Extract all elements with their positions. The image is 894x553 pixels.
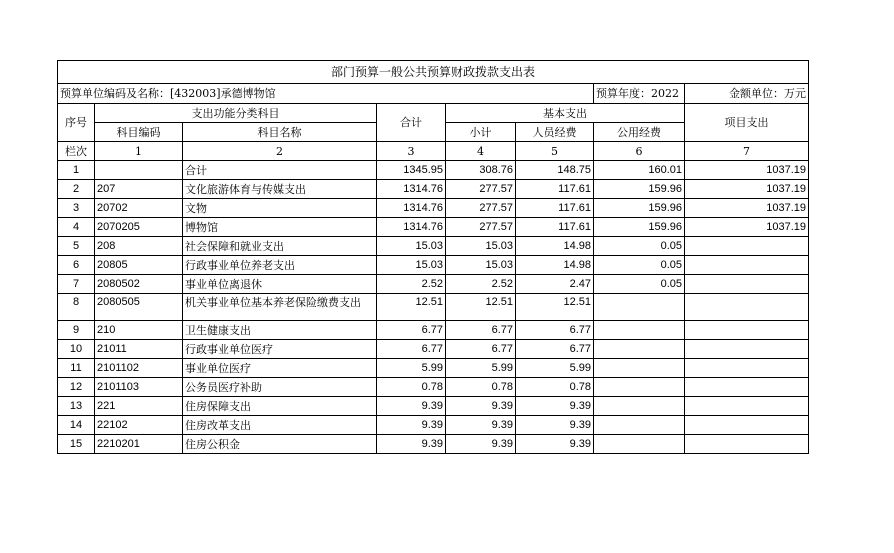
row-project: 1037.19 <box>685 161 809 180</box>
unit-label: 预算单位编码及名称： <box>60 87 170 100</box>
row-code: 2101103 <box>95 378 183 397</box>
row-total: 9.39 <box>377 397 446 416</box>
row-public: 159.96 <box>594 199 685 218</box>
row-personnel: 6.77 <box>516 321 594 340</box>
row-subtotal: 308.76 <box>446 161 516 180</box>
row-project <box>685 294 809 321</box>
row-total: 5.99 <box>377 359 446 378</box>
row-personnel: 9.39 <box>516 435 594 454</box>
row-code: 208 <box>95 237 183 256</box>
row-seq: 15 <box>58 435 95 454</box>
row-personnel: 14.98 <box>516 237 594 256</box>
amount-label: 金额单位： <box>729 87 785 100</box>
row-seq: 13 <box>58 397 95 416</box>
row-seq: 11 <box>58 359 95 378</box>
row-code: 21011 <box>95 340 183 359</box>
row-seq: 10 <box>58 340 95 359</box>
row-seq: 8 <box>58 294 95 321</box>
row-subtotal: 15.03 <box>446 256 516 275</box>
row-name: 住房公积金 <box>183 435 377 454</box>
year-value: 2022 <box>651 87 679 100</box>
row-code <box>95 161 183 180</box>
row-project <box>685 378 809 397</box>
row-personnel: 12.51 <box>516 294 594 321</box>
row-personnel: 0.78 <box>516 378 594 397</box>
row-subtotal: 277.57 <box>446 199 516 218</box>
budget-table <box>57 60 809 454</box>
row-name: 公务员医疗补助 <box>183 378 377 397</box>
row-project <box>685 397 809 416</box>
row-total: 12.51 <box>377 294 446 321</box>
row-subtotal: 277.57 <box>446 218 516 237</box>
row-subtotal: 12.51 <box>446 294 516 321</box>
table-row <box>58 180 809 199</box>
table-row <box>58 435 809 454</box>
table-title: 部门预算一般公共预算财政拨款支出表 <box>58 61 809 84</box>
header-public: 公用经费 <box>594 123 685 142</box>
row-subtotal: 9.39 <box>446 435 516 454</box>
row-personnel: 5.99 <box>516 359 594 378</box>
row-public <box>594 359 685 378</box>
row-code: 2210201 <box>95 435 183 454</box>
column-number-row <box>58 142 809 161</box>
row-subtotal: 2.52 <box>446 275 516 294</box>
header-subtotal: 小计 <box>446 123 516 142</box>
row-project <box>685 435 809 454</box>
table-row <box>58 416 809 435</box>
row-total: 0.78 <box>377 378 446 397</box>
table-row <box>58 218 809 237</box>
row-total: 1345.95 <box>377 161 446 180</box>
row-subtotal: 15.03 <box>446 237 516 256</box>
row-public <box>594 378 685 397</box>
row-name: 合计 <box>183 161 377 180</box>
header-seq: 序号 <box>58 104 95 142</box>
row-seq: 2 <box>58 180 95 199</box>
row-name: 行政事业单位养老支出 <box>183 256 377 275</box>
header-name: 科目名称 <box>183 123 377 142</box>
column-number: 3 <box>377 142 446 161</box>
row-code: 2101102 <box>95 359 183 378</box>
row-name: 博物馆 <box>183 218 377 237</box>
row-seq: 1 <box>58 161 95 180</box>
row-public <box>594 416 685 435</box>
row-public <box>594 294 685 321</box>
row-seq: 9 <box>58 321 95 340</box>
budget-table-sheet <box>57 60 809 454</box>
row-seq: 3 <box>58 199 95 218</box>
amount-value: 万元 <box>784 87 807 100</box>
table-row <box>58 199 809 218</box>
row-subtotal: 6.77 <box>446 321 516 340</box>
row-personnel: 6.77 <box>516 340 594 359</box>
row-name: 事业单位离退休 <box>183 275 377 294</box>
row-public <box>594 435 685 454</box>
row-name: 行政事业单位医疗 <box>183 340 377 359</box>
column-number: 4 <box>446 142 516 161</box>
row-personnel: 117.61 <box>516 218 594 237</box>
table-row <box>58 256 809 275</box>
table-row <box>58 275 809 294</box>
row-seq: 6 <box>58 256 95 275</box>
header-row-1 <box>58 104 809 123</box>
row-code: 2070205 <box>95 218 183 237</box>
row-name: 事业单位医疗 <box>183 359 377 378</box>
year-label: 预算年度： <box>596 87 651 100</box>
row-public: 0.05 <box>594 237 685 256</box>
row-project <box>685 340 809 359</box>
row-name: 住房保障支出 <box>183 397 377 416</box>
row-seq: 14 <box>58 416 95 435</box>
column-number: 7 <box>685 142 809 161</box>
table-row <box>58 321 809 340</box>
row-total: 6.77 <box>377 321 446 340</box>
column-number: 5 <box>516 142 594 161</box>
row-code: 207 <box>95 180 183 199</box>
row-project: 1037.19 <box>685 199 809 218</box>
row-name: 机关事业单位基本养老保险缴费支出 <box>183 294 377 321</box>
row-total: 9.39 <box>377 416 446 435</box>
row-total: 2.52 <box>377 275 446 294</box>
table-row <box>58 161 809 180</box>
unit-value: [432003]承德博物馆 <box>170 87 276 100</box>
row-seq: 4 <box>58 218 95 237</box>
row-subtotal: 9.39 <box>446 416 516 435</box>
row-subtotal: 277.57 <box>446 180 516 199</box>
row-code: 221 <box>95 397 183 416</box>
row-name: 社会保障和就业支出 <box>183 237 377 256</box>
row-public: 159.96 <box>594 218 685 237</box>
row-personnel: 117.61 <box>516 199 594 218</box>
row-code: 20702 <box>95 199 183 218</box>
row-subtotal: 9.39 <box>446 397 516 416</box>
row-total: 6.77 <box>377 340 446 359</box>
row-seq: 7 <box>58 275 95 294</box>
row-total: 9.39 <box>377 435 446 454</box>
row-total: 1314.76 <box>377 218 446 237</box>
row-public: 159.96 <box>594 180 685 199</box>
unit-info-cell <box>58 84 594 104</box>
table-row <box>58 397 809 416</box>
row-project <box>685 256 809 275</box>
year-cell <box>594 84 685 104</box>
row-code: 210 <box>95 321 183 340</box>
table-row <box>58 340 809 359</box>
row-personnel: 9.39 <box>516 416 594 435</box>
row-total: 15.03 <box>377 256 446 275</box>
row-project <box>685 275 809 294</box>
row-project: 1037.19 <box>685 180 809 199</box>
row-public: 0.05 <box>594 275 685 294</box>
row-project <box>685 237 809 256</box>
row-public <box>594 340 685 359</box>
header-project: 项目支出 <box>685 104 809 142</box>
table-row <box>58 359 809 378</box>
row-project <box>685 321 809 340</box>
row-code: 20805 <box>95 256 183 275</box>
row-project <box>685 359 809 378</box>
column-number: 1 <box>95 142 183 161</box>
row-name: 住房改革支出 <box>183 416 377 435</box>
header-basic: 基本支出 <box>446 104 685 123</box>
row-public: 160.01 <box>594 161 685 180</box>
row-personnel: 117.61 <box>516 180 594 199</box>
amount-unit-cell <box>685 84 809 104</box>
table-row <box>58 294 809 321</box>
column-number: 2 <box>183 142 377 161</box>
row-code: 2080505 <box>95 294 183 321</box>
row-public <box>594 321 685 340</box>
row-subtotal: 6.77 <box>446 340 516 359</box>
row-code: 22102 <box>95 416 183 435</box>
row-personnel: 2.47 <box>516 275 594 294</box>
header-total: 合计 <box>377 104 446 142</box>
row-code: 2080502 <box>95 275 183 294</box>
row-name: 卫生健康支出 <box>183 321 377 340</box>
header-code: 科目编码 <box>95 123 183 142</box>
row-subtotal: 0.78 <box>446 378 516 397</box>
row-personnel: 9.39 <box>516 397 594 416</box>
row-public: 0.05 <box>594 256 685 275</box>
header-func-class: 支出功能分类科目 <box>95 104 377 123</box>
row-seq: 5 <box>58 237 95 256</box>
column-number: 6 <box>594 142 685 161</box>
row-subtotal: 5.99 <box>446 359 516 378</box>
table-row <box>58 378 809 397</box>
row-project <box>685 416 809 435</box>
header-col-label: 栏次 <box>58 142 95 161</box>
header-personnel: 人员经费 <box>516 123 594 142</box>
table-row <box>58 237 809 256</box>
row-personnel: 14.98 <box>516 256 594 275</box>
row-personnel: 148.75 <box>516 161 594 180</box>
row-total: 1314.76 <box>377 180 446 199</box>
row-public <box>594 397 685 416</box>
row-total: 1314.76 <box>377 199 446 218</box>
row-name: 文化旅游体育与传媒支出 <box>183 180 377 199</box>
row-project: 1037.19 <box>685 218 809 237</box>
row-seq: 12 <box>58 378 95 397</box>
row-total: 15.03 <box>377 237 446 256</box>
row-name: 文物 <box>183 199 377 218</box>
